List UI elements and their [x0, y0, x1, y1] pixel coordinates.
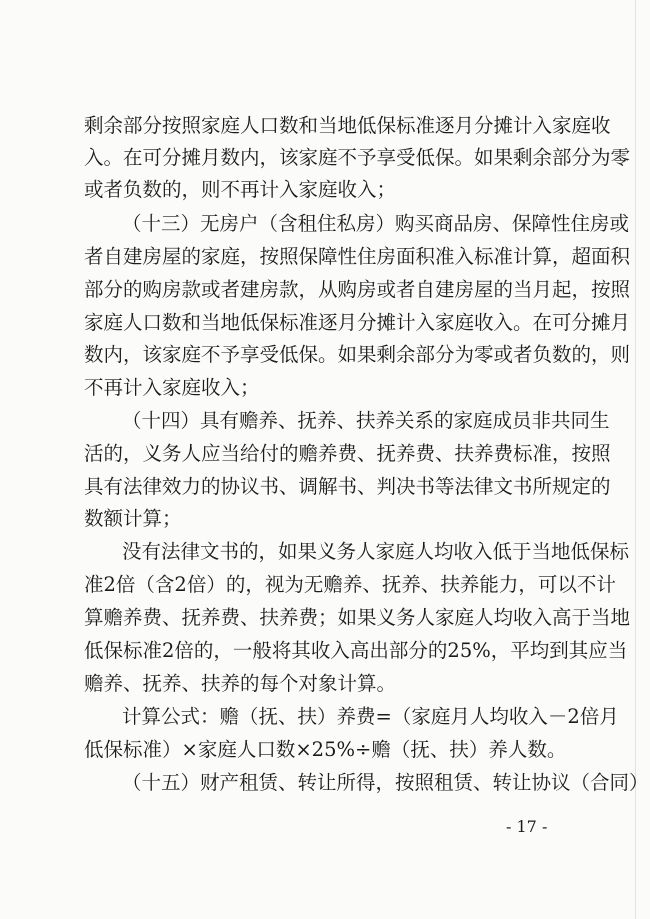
text-line: 活的，义务人应当给付的赡养费、抚养费、扶养费标准，按照	[84, 442, 611, 465]
text-line: 或者负数的，则不再计入家庭收入；	[84, 178, 397, 201]
text-line: 没有法律文书的，如果义务人家庭人均收入低于当地低保标	[122, 540, 630, 563]
text-line: 赡养、抚养、扶养的每个对象计算。	[84, 672, 397, 695]
text-line: 低保标准2倍的，一般将其收入高出部分的25%，平均到其应当	[84, 639, 628, 662]
text-line: 算赡养费、抚养费、扶养费；如果义务人家庭人均收入高于当地	[84, 606, 631, 629]
text-line: 数内，该家庭不予享受低保。如果剩余部分为零或者负数的，则	[84, 343, 631, 366]
text-line: （十五）财产租赁、转让所得，按照租赁、转让协议（合同）	[122, 771, 649, 794]
text-line: 低保标准）×家庭人口数×25%÷赡（抚、扶）养人数。	[84, 738, 567, 761]
text-line: 数额计算；	[84, 507, 182, 530]
page-number: - 17 -	[506, 817, 548, 836]
text-line: 计算公式：赡（抚、扶）养费=（家庭月人均收入－2倍月	[122, 705, 619, 728]
text-line: 家庭人口数和当地低保标准逐月分摊计入家庭收入。在可分摊月	[84, 311, 631, 334]
text-line: （十四）具有赡养、抚养、扶养关系的家庭成员非共同生	[122, 409, 610, 432]
text-line: （十三）无房户（含租住私房）购买商品房、保障性住房或	[122, 212, 630, 235]
text-line: 部分的购房款或者建房款，从购房或者自建房屋的当月起，按照	[84, 278, 631, 301]
text-line: 剩余部分按照家庭人口数和当地低保标准逐月分摊计入家庭收	[84, 114, 611, 137]
text-line: 不再计入家庭收入；	[84, 376, 260, 399]
text-line: 准2倍（含2倍）的，视为无赡养、抚养、扶养能力，可以不计	[84, 573, 616, 596]
text-line: 者自建房屋的家庭，按照保障性住房面积准入标准计算，超面积	[84, 245, 631, 268]
text-line: 具有法律效力的协议书、调解书、判决书等法律文书所规定的	[84, 475, 611, 498]
text-line: 入。在可分摊月数内，该家庭不予享受低保。如果剩余部分为零	[84, 146, 631, 169]
